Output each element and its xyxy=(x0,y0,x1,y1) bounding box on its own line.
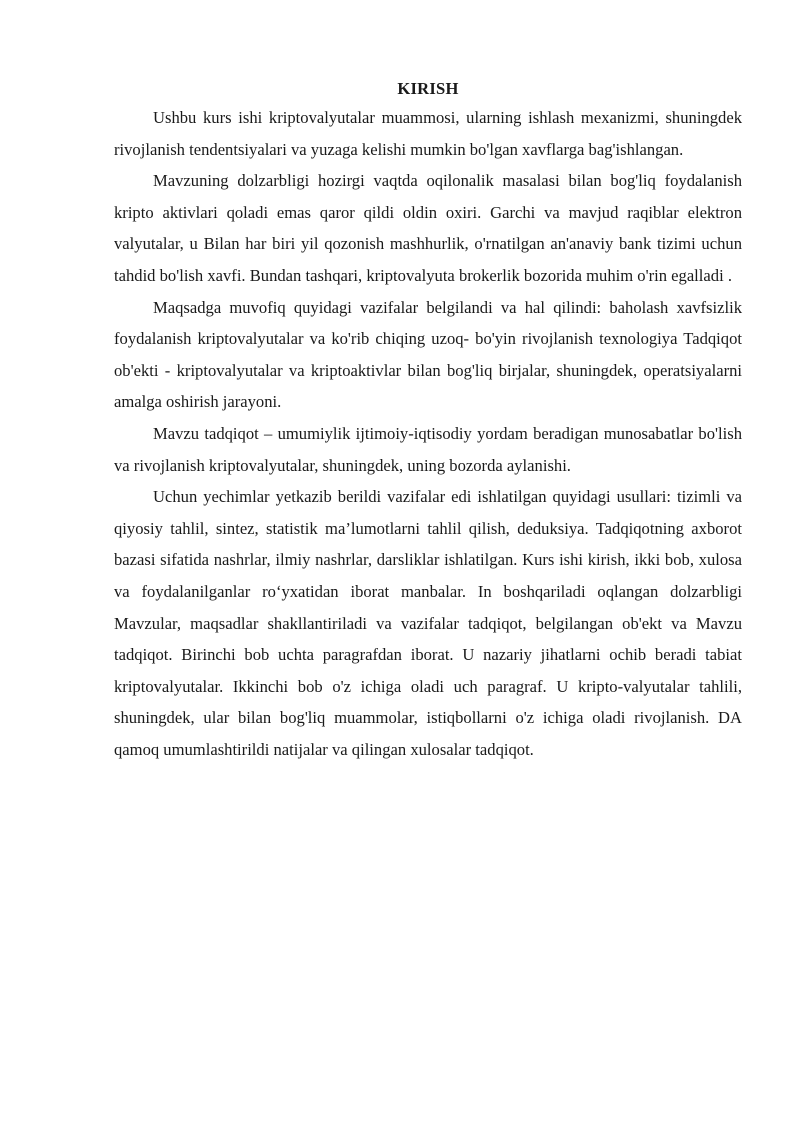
paragraph-subject: Mavzu tadqiqot – umumiylik ijtimoiy-iqtisodiy yordam beradigan munosabatlar bo'lish va rivojlanish kriptovalyutalar, shuningdek, uning bozorda aylanishi. xyxy=(114,423,742,475)
document-body xyxy=(114,77,742,765)
section-title: KIRISH xyxy=(397,79,459,98)
paragraph-relevance: Mavzuning dolzarbligi hozirgi vaqtda oqilonalik masalasi bilan bog'liq foydalanish kripto aktivlari qoladi emas qaror qildi oldin oxiri. Garchi va mavjud raqiblar elektron valyutalar, u Bilan har biri yil qozonish mashhurlik, o'rnatilgan an'anaviy bank tizimi uchun tahdid bo'lish xavfi. Bundan tashqari, kriptovalyuta brokerlik bozorida muhim o'rin egalladi . xyxy=(114,171,742,285)
paragraph-objectives: Maqsadga muvofiq quyidagi vazifalar belgilandi va hal qilindi: baholash xavfsizlik foydalanish kriptovalyutalar va ko'rib chiqing uzoq- bo'yin rivojlanish texnologiya Tadqiqot ob'ekti - kriptovalyutalar va kriptoaktivlar bilan bog'liq birjalar, shuningdek, operatsiyalarni amalga oshirish jarayoni. xyxy=(114,297,742,412)
paragraph-methods: Uchun yechimlar yetkazib berildi vazifalar edi ishlatilgan quyidagi usullari: tizimli va qiyosiy tahlil, sintez, statistik ma’lumotlarni tahlil qilish, deduksiya. Tadqiqotning axborot bazasi sifatida nashrlar, ilmiy nashrlar, darsliklar ishlatilgan. Kurs ishi kirish, ikki bob, xulosa va foydalanilganlar ro‘yxatidan iborat manbalar. In boshqariladi oqlangan dolzarbligi Mavzular, maqsadlar shakllantiriladi va vazifalar tadqiqot, belgilangan ob'ekt va Mavzu tadqiqot. Birinchi bob uchta paragrafdan iborat. U nazariy jihatlarni ochib beradi tabiat kriptovalyutalar. Ikkinchi bob o'z ichiga oladi uch paragraf. U kripto-valyutalar tahlili, shuningdek, ular bilan bog'liq muammolar, istiqbollarni o'z ichiga oladi rivojlanish. DA qamoq umumlashtirildi natijalar va qilingan xulosalar tadqiqot. xyxy=(114,487,742,759)
paragraph-intro: Ushbu kurs ishi kriptovalyutalar muammosi, ularning ishlash mexanizmi, shuningdek rivojlanish tendentsiyalari va yuzaga kelishi mumkin bo'lgan xavflarga bag'ishlangan. xyxy=(114,108,742,159)
